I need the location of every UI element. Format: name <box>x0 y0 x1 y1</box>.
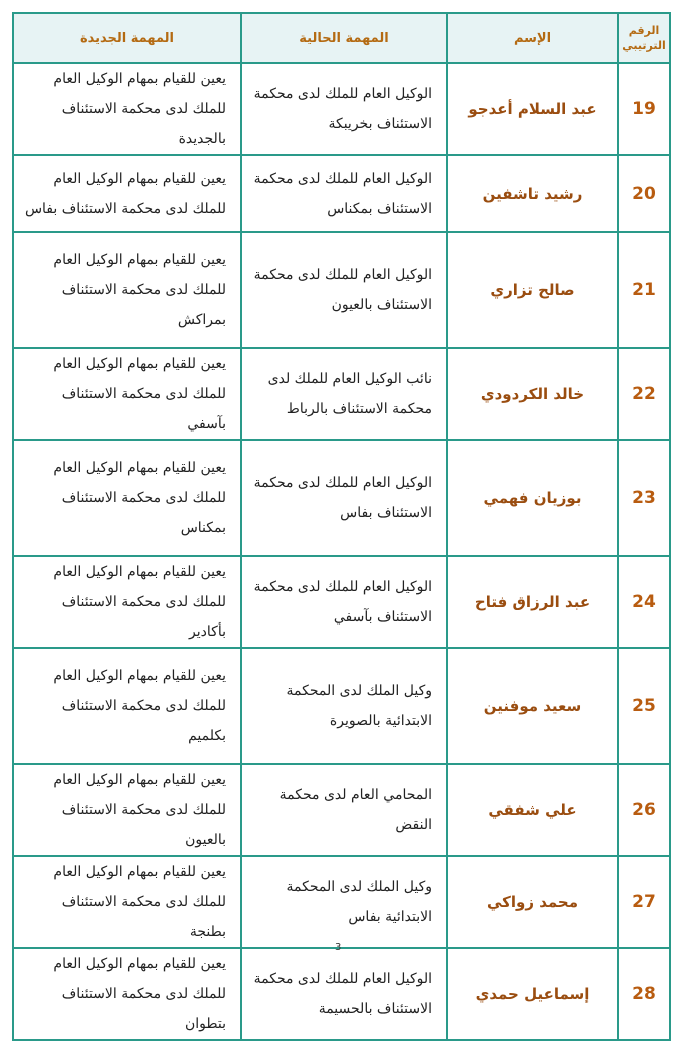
new-role: يعين للقيام بمهام الوكيل العام للملك لدى محكمة الاستئناف بتطوان <box>13 948 241 1040</box>
new-role: يعين للقيام بمهام الوكيل العام للملك لدى محكمة الاستئناف بكلميم <box>13 648 241 764</box>
row-number: 28 <box>618 948 670 1040</box>
table-row <box>13 648 670 764</box>
row-number: 26 <box>618 764 670 856</box>
new-role: يعين للقيام بمهام الوكيل العام للملك لدى محكمة الاستئناف بطنجة <box>13 856 241 948</box>
current-role: الوكيل العام للملك لدى محكمة الاستئناف بمكناس <box>241 155 447 232</box>
person-name: بوزيان فهمي <box>447 440 618 556</box>
row-number: 21 <box>618 232 670 348</box>
person-name: خالد الكردودي <box>447 348 618 440</box>
table-row <box>13 856 670 948</box>
header-name: الإسم <box>447 13 618 63</box>
row-number: 27 <box>618 856 670 948</box>
appointments-table-wrap <box>12 12 669 1041</box>
new-role: يعين للقيام بمهام الوكيل العام للملك لدى محكمة الاستئناف بالجديدة <box>13 63 241 155</box>
current-role: وكيل الملك لدى المحكمة الابتدائية بفاس <box>241 856 447 948</box>
row-number: 22 <box>618 348 670 440</box>
row-number: 25 <box>618 648 670 764</box>
person-name: محمد زواكي <box>447 856 618 948</box>
current-role: الوكيل العام للملك لدى محكمة الاستئناف بخريبكة <box>241 63 447 155</box>
table-row <box>13 556 670 648</box>
current-role: المحامي العام لدى محكمة النقض <box>241 764 447 856</box>
row-number: 23 <box>618 440 670 556</box>
new-role: يعين للقيام بمهام الوكيل العام للملك لدى محكمة الاستئناف بمراكش <box>13 232 241 348</box>
person-name: سعيد موفنين <box>447 648 618 764</box>
page-number: 3 <box>335 942 342 953</box>
header-row <box>13 13 670 63</box>
person-name: علي شفقي <box>447 764 618 856</box>
new-role: يعين للقيام بمهام الوكيل العام للملك لدى محكمة الاستئناف بأكادير <box>13 556 241 648</box>
table-row <box>13 63 670 155</box>
current-role: الوكيل العام للملك لدى محكمة الاستئناف بفاس <box>241 440 447 556</box>
current-role: نائب الوكيل العام للملك لدى محكمة الاستئناف بالرباط <box>241 348 447 440</box>
new-role: يعين للقيام بمهام الوكيل العام للملك لدى محكمة الاستئناف بمكناس <box>13 440 241 556</box>
table-row <box>13 440 670 556</box>
current-role: الوكيل العام للملك لدى محكمة الاستئناف بآسفي <box>241 556 447 648</box>
header-rank: الرقم الترتيبي <box>618 13 670 63</box>
person-name: عبد الرزاق فتاح <box>447 556 618 648</box>
table-row <box>13 348 670 440</box>
person-name: رشيد تاشفين <box>447 155 618 232</box>
person-name: عبد السلام أعدجو <box>447 63 618 155</box>
table-row <box>13 948 670 1040</box>
appointments-table <box>12 12 671 1041</box>
table-row <box>13 764 670 856</box>
new-role: يعين للقيام بمهام الوكيل العام للملك لدى محكمة الاستئناف بفاس <box>13 155 241 232</box>
row-number: 20 <box>618 155 670 232</box>
current-role: وكيل الملك لدى المحكمة الابتدائية بالصويرة <box>241 648 447 764</box>
row-number: 24 <box>618 556 670 648</box>
header-new-role: المهمة الجديدة <box>13 13 241 63</box>
current-role: الوكيل العام للملك لدى محكمة الاستئناف بالعيون <box>241 232 447 348</box>
table-row <box>13 232 670 348</box>
header-current-role: المهمة الحالية <box>241 13 447 63</box>
current-role: الوكيل العام للملك لدى محكمة الاستئناف بالحسيمة <box>241 948 447 1040</box>
person-name: إسماعيل حمدي <box>447 948 618 1040</box>
person-name: صالح تزاري <box>447 232 618 348</box>
new-role: يعين للقيام بمهام الوكيل العام للملك لدى محكمة الاستئناف بآسفي <box>13 348 241 440</box>
table-row <box>13 155 670 232</box>
row-number: 19 <box>618 63 670 155</box>
new-role: يعين للقيام بمهام الوكيل العام للملك لدى محكمة الاستئناف بالعيون <box>13 764 241 856</box>
